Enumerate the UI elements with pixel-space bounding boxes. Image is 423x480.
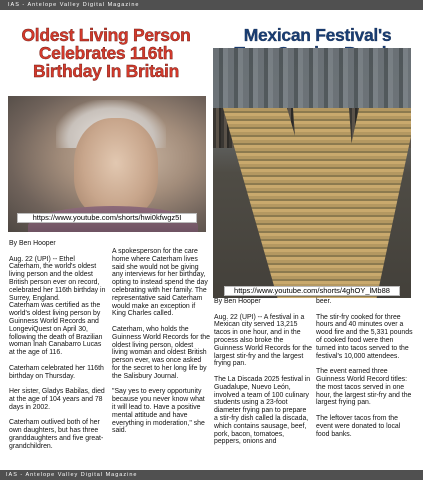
- right-story-column-1: [214, 298, 312, 446]
- right-video-link[interactable]: https://www.youtube.com/shorts/4ghOY_lMb88: [224, 286, 400, 296]
- footer-banner-text: IAS - Antelope Valley Digital Magazine: [6, 472, 138, 478]
- right-col2-para-3: The event earned three Guinness World Record titles: the most tacos served in one hour, the largest stir-fry and the largest frying pan.: [316, 368, 412, 407]
- left-story-column-2: [112, 248, 210, 435]
- right-col2-para-4: The leftover tacos from the event were donated to local food banks.: [316, 414, 401, 438]
- left-col1-para-1: Aug. 22 (UPI) -- Ethel Caterham, the world's oldest living person and the oldest British person ever on record, celebrated her 116th birthday in Surrey, England. Caterham was certified as the world's oldest living person by Guinness World Records and LongeviQuest on April 30, following the death of Brazilian woman Inah Canabarro Lucas at the age of 116.: [9, 255, 106, 357]
- right-story-column-2: [316, 298, 414, 438]
- right-byline: By Ben Hooper: [214, 298, 261, 305]
- left-col2-para-2: Caterham, who holds the Guinness World Records for the oldest living person, oldest living woman and oldest British person ever, was once asked for the secret to her long life by the Salisbury Journal.: [112, 325, 210, 380]
- footer-bar: [0, 470, 423, 480]
- left-col2-para-1: A spokesperson for the care home where Caterham lives said she would not be giving any interviews for her birthday, opting to instead spend the day celebrating with her family. The representative said Caterham would make an exception if King Charles called.: [112, 248, 208, 318]
- left-col2-para-3: "Say yes to every opportunity because you never know what it will lead to. Have a positive mental attitude and have everything in moderation," she said.: [112, 388, 205, 435]
- right-col2-para-1: beer.: [316, 298, 332, 305]
- header-banner-text: IAS - Antelope Valley Digital Magazine: [8, 2, 140, 8]
- right-col1-para-1: Aug. 22 (UPI) -- A festival in a Mexican city served 13,215 tacos in one hour, and in the process also broke the Guinness World Records for the largest stir-fry and the largest frying pan.: [214, 313, 312, 368]
- header-bar: [0, 0, 423, 10]
- left-headline: [0, 26, 212, 80]
- taco-festival-photo: [213, 48, 411, 298]
- left-byline: By Ben Hooper: [9, 240, 56, 247]
- left-col1-para-2: Caterham celebrated her 116th birthday on Thursday.: [9, 364, 104, 380]
- oldest-woman-photo: [8, 96, 206, 232]
- left-col1-para-4: Caterham outlived both of her own daughters, but has three granddaughters and five great-grandchildren.: [9, 419, 104, 450]
- left-headline-line-1: Oldest Living Person: [21, 25, 191, 45]
- left-story-column-1: [9, 240, 107, 451]
- left-headline-line-3: Birthday In Britain: [33, 61, 179, 81]
- left-video-link[interactable]: https://www.youtube.com/shorts/hwi0kfwgz5I: [17, 213, 197, 223]
- left-col1-para-3: Her sister, Gladys Babilas, died at the age of 104 years and 78 days in 2002.: [9, 388, 105, 411]
- right-headline-line-1: Mexican Festival's: [243, 25, 392, 45]
- photo-face: [74, 118, 158, 218]
- right-col1-para-2: The La Discada 2025 festival in Guadalupe, Nuevo León, involved a team of 100 culinary students using a 23-foot diameter frying pan to prepare a stir-fry dish called la discada, which contains sausage, beef, pork, bacon, tomatoes, peppers, onions and: [214, 375, 311, 446]
- left-headline-line-2: Celebrates 116th: [38, 43, 174, 63]
- right-col2-para-2: The stir-fry cooked for three hours and 40 minutes over a wood fire and the 5,331 pounds of cooked food were then turned into tacos served to the festival's 10,000 attendees.: [316, 313, 413, 360]
